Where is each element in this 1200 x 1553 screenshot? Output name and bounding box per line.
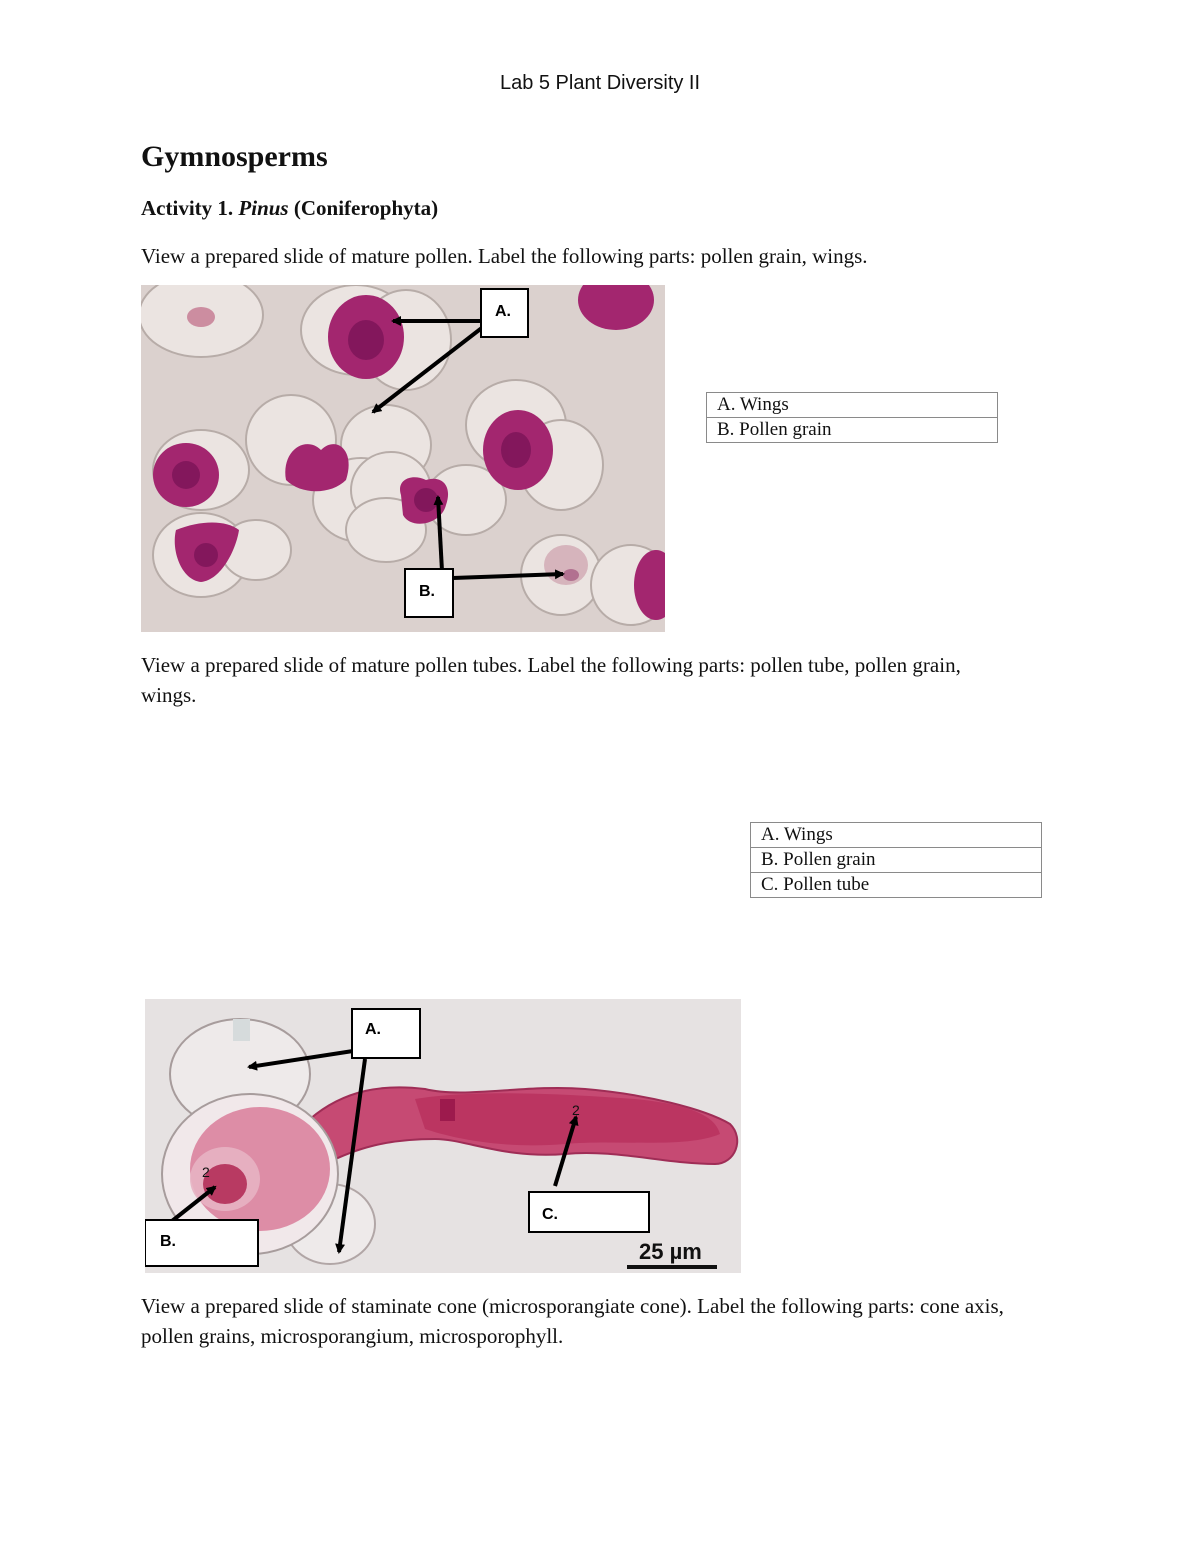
answer-row: [707, 393, 998, 418]
answer-table-pollen: [706, 392, 998, 443]
activity-heading: [141, 196, 438, 221]
pollen-micrograph: [141, 285, 665, 632]
pollen-tube-micrograph: [145, 999, 741, 1273]
activity-division: (Coniferophyta): [293, 196, 439, 220]
stain-mark: [440, 1099, 455, 1121]
wing-highlight: [233, 1019, 250, 1041]
answer-cell: B. Pollen grain: [707, 418, 998, 443]
label-b: B.: [419, 583, 435, 600]
answer-row: [707, 418, 998, 443]
answer-table-tubes: [750, 822, 1042, 898]
grain-mark-number: 2: [202, 1164, 210, 1180]
section-title: Gymnosperms: [141, 140, 328, 173]
label-a: A.: [495, 303, 511, 320]
pollen-instructions: View a prepared slide of mature pollen. Label the following parts: pollen grain, wings.: [141, 244, 868, 268]
tube-mark-number: 2: [572, 1102, 580, 1118]
tube-instructions: View a prepared slide of mature pollen tubes. Label the following parts: pollen tube, pollen grain, wings.: [141, 653, 961, 707]
answer-cell: C. Pollen tube: [751, 873, 1042, 898]
label-a: A.: [365, 1021, 381, 1038]
scale-bar-label: 25 µm: [639, 1239, 702, 1264]
answer-row: [751, 873, 1042, 898]
answer-cell: A. Wings: [751, 823, 1042, 848]
answer-row: [751, 823, 1042, 848]
label-b: B.: [160, 1233, 176, 1250]
label-c: C.: [542, 1206, 558, 1223]
label-box-a: [352, 1009, 420, 1058]
page-header: Lab 5 Plant Diversity II: [499, 72, 701, 94]
activity-label: Activity 1.: [141, 196, 234, 220]
answer-cell: B. Pollen grain: [751, 848, 1042, 873]
activity-genus: Pinus: [238, 196, 289, 220]
cone-instructions: View a prepared slide of staminate cone (microsporangiate cone). Label the following parts: cone axis, pollen grains, microsporangium, microsporophyll.: [141, 1294, 1004, 1348]
answer-row: [751, 848, 1042, 873]
scale-bar: [627, 1265, 717, 1269]
answer-cell: A. Wings: [707, 393, 998, 418]
